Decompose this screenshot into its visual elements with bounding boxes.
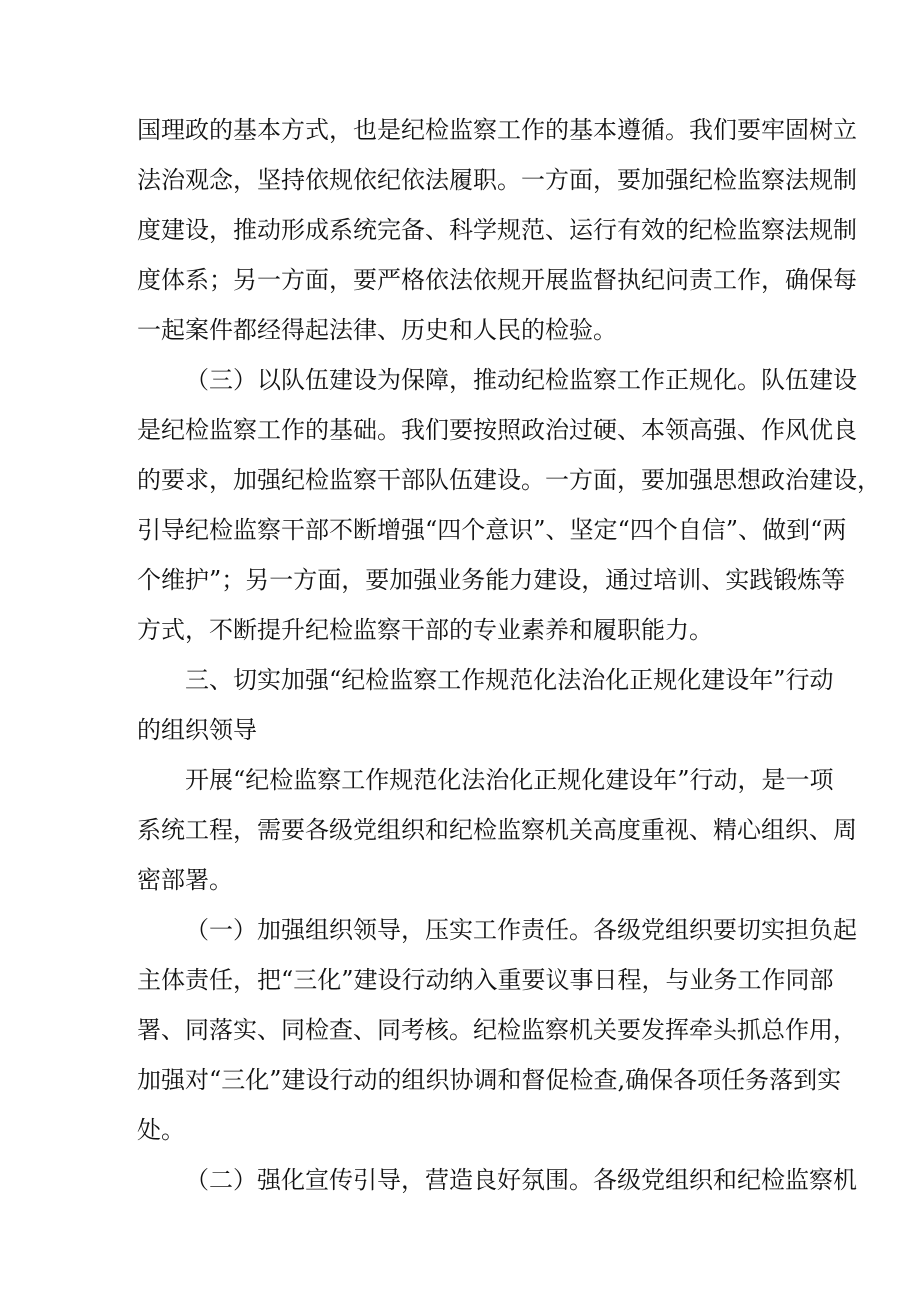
text-line: （三）以队伍建设为保障，推动纪检监察工作正规化。队伍建设 xyxy=(185,366,857,394)
section-heading: 的组织领导 xyxy=(137,716,257,744)
text-line: 处。 xyxy=(137,1116,185,1144)
text-line: 方式，不断提升纪检监察干部的专业素养和履职能力。 xyxy=(137,616,713,644)
text-line: 度体系；另一方面，要严格依法依规开展监督执纪问责工作，确保每 xyxy=(137,266,857,294)
text-line: 密部署。 xyxy=(137,866,233,894)
text-line: 一起案件都经得起法律、历史和人民的检验。 xyxy=(137,316,617,344)
text-line: 加强对“三化”建设行动的组织协调和督促检查,确保各项任务落到实 xyxy=(137,1066,842,1094)
section-heading: 三、切实加强“纪检监察工作规范化法治化正规化建设年”行动 xyxy=(185,666,834,694)
text-line: 系统工程，需要各级党组织和纪检监察机关高度重视、精心组织、周 xyxy=(137,816,857,844)
text-line: 是纪检监察工作的基础。我们要按照政治过硬、本领高强、作风优良 xyxy=(137,416,857,444)
text-line: 署、同落实、同检查、同考核。纪检监察机关要发挥牵头抓总作用， xyxy=(137,1016,857,1044)
text-line: 国理政的基本方式，也是纪检监察工作的基本遵循。我们要牢固树立 xyxy=(137,116,857,144)
text-line: 的要求，加强纪检监察干部队伍建设。一方面，要加强思想政治建设， xyxy=(137,466,881,494)
text-line: 度建设，推动形成系统完备、科学规范、运行有效的纪检监察法规制 xyxy=(137,216,857,244)
text-line: 引导纪检监察干部不断增强“四个意识”、坚定“四个自信”、做到“两 xyxy=(137,516,847,544)
text-line: 个维护”；另一方面，要加强业务能力建设，通过培训、实践锻炼等 xyxy=(137,566,846,594)
text-line: 主体责任，把“三化”建设行动纳入重要议事日程，与业务工作同部 xyxy=(137,966,834,994)
text-line: （二）强化宣传引导，营造良好氛围。各级党组织和纪检监察机 xyxy=(185,1166,857,1194)
text-line: 开展“纪检监察工作规范化法治化正规化建设年”行动，是一项 xyxy=(185,766,834,794)
text-line: 法治观念，坚持依规依纪依法履职。一方面，要加强纪检监察法规制 xyxy=(137,166,857,194)
text-line: （一）加强组织领导，压实工作责任。各级党组织要切实担负起 xyxy=(185,916,857,944)
